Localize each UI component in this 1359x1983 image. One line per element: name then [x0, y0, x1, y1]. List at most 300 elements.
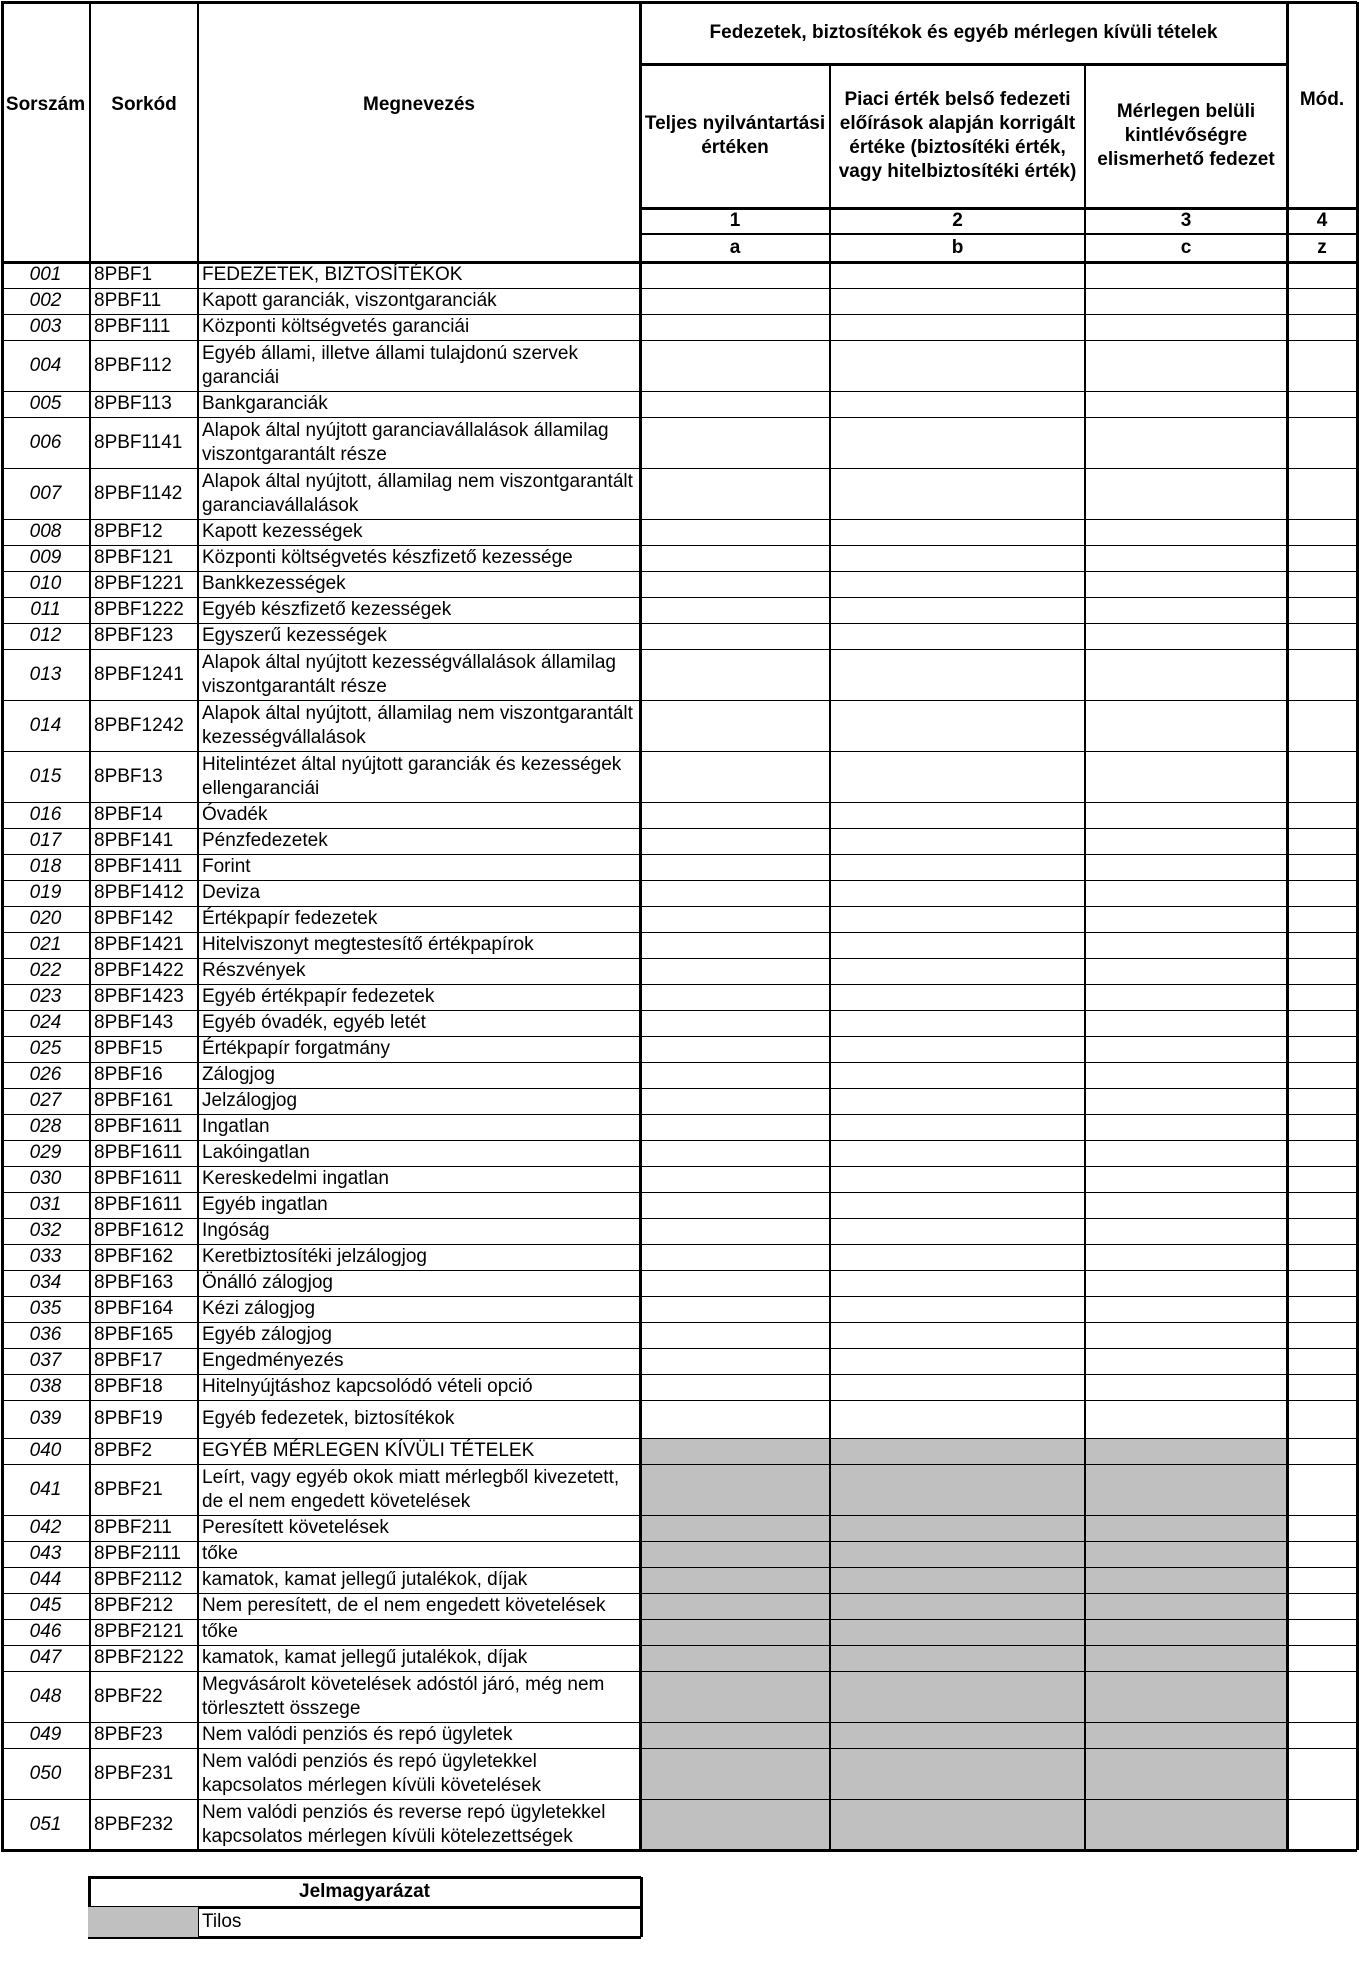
row-sorszam: 009 [29, 547, 62, 568]
row-sorkod: 8PBF21 [94, 1478, 163, 1500]
row-value-cell[interactable] [640, 519, 830, 545]
row-sorkod: 8PBF2112 [94, 1569, 183, 1590]
row-value-cell[interactable] [830, 1166, 1085, 1192]
row-sorszam: 008 [29, 521, 62, 542]
row-value-cell[interactable] [830, 932, 1085, 958]
row-sorszam: 039 [29, 1408, 62, 1429]
row-value-cell[interactable] [830, 1348, 1085, 1374]
grid-line [1084, 64, 1086, 1850]
row-value-cell[interactable] [830, 288, 1085, 314]
row-megnevezes: Ingóság [202, 1220, 270, 1241]
row-value-cell[interactable] [1085, 597, 1287, 623]
grid-line [1286, 2, 1289, 1850]
row-megnevezes: Alapok által nyújtott, államilag nem viszontgarantált garanciavállalások [202, 470, 633, 516]
grid-line [1, 1296, 1357, 1297]
row-value-cell[interactable] [830, 1192, 1085, 1218]
row-value-cell[interactable] [1085, 906, 1287, 932]
row-value-cell [1085, 1541, 1287, 1567]
row-value-cell[interactable] [640, 1192, 830, 1218]
row-value-cell[interactable] [1287, 880, 1357, 906]
row-megnevezes: Egyéb állami, illetve állami tulajdonú szervek garanciái [202, 342, 578, 388]
row-value-cell[interactable] [830, 571, 1085, 597]
row-megnevezes: tőke [202, 1543, 238, 1564]
row-value-cell[interactable] [1287, 1374, 1357, 1400]
row-value-cell[interactable] [830, 623, 1085, 649]
row-value-cell[interactable] [640, 1062, 830, 1088]
row-value-cell[interactable] [830, 802, 1085, 828]
grid-line [639, 2, 642, 1850]
row-value-cell[interactable] [1287, 1270, 1357, 1296]
row-sorkod: 8PBF1221 [94, 573, 184, 594]
row-value-cell[interactable] [640, 906, 830, 932]
row-megnevezes: Hitelviszonyt megtestesítő értékpapírok [202, 934, 534, 955]
row-sorkod: 8PBF162 [94, 1246, 174, 1267]
row-value-cell[interactable] [830, 854, 1085, 880]
row-value-cell[interactable] [1287, 623, 1357, 649]
row-value-cell[interactable] [640, 649, 830, 700]
row-value-cell[interactable] [830, 1322, 1085, 1348]
row-value-cell[interactable] [830, 545, 1085, 571]
row-value-cell[interactable] [1287, 984, 1357, 1010]
row-value-cell[interactable] [1085, 1244, 1287, 1270]
grid-line [1, 932, 1357, 933]
row-value-cell[interactable] [1085, 545, 1287, 571]
row-value-cell[interactable] [830, 828, 1085, 854]
row-value-cell[interactable] [1085, 1270, 1287, 1296]
row-value-cell[interactable] [1085, 1296, 1287, 1322]
row-value-cell[interactable] [1085, 314, 1287, 340]
row-value-cell[interactable] [830, 984, 1085, 1010]
row-sorkod: 8PBF163 [94, 1272, 174, 1293]
row-value-cell[interactable] [830, 1218, 1085, 1244]
row-megnevezes: Központi költségvetés készfizető kezessége [202, 547, 573, 568]
row-value-cell[interactable] [1287, 932, 1357, 958]
row-sorszam: 001 [29, 264, 62, 285]
row-sorkod: 8PBF161 [94, 1090, 174, 1111]
grid-line [1, 314, 1357, 315]
row-value-cell[interactable] [1287, 1192, 1357, 1218]
grid-line [640, 233, 1357, 235]
row-value-cell[interactable] [640, 1322, 830, 1348]
row-megnevezes: Egyéb óvadék, egyéb letét [202, 1012, 426, 1033]
row-value-cell[interactable] [640, 984, 830, 1010]
row-value-cell [1085, 1593, 1287, 1619]
row-value-cell[interactable] [640, 1166, 830, 1192]
row-value-cell[interactable] [1085, 854, 1287, 880]
row-value-cell [640, 1799, 830, 1850]
row-megnevezes: Nem valódi penziós és reverse repó ügyletekkel kapcsolatos mérlegen kívüli kötelezettségek [202, 1801, 606, 1847]
row-value-cell [830, 1541, 1085, 1567]
row-sorkod: 8PBF1242 [94, 714, 184, 736]
row-value-cell[interactable] [1287, 1244, 1357, 1270]
row-megnevezes: Zálogjog [202, 1064, 275, 1085]
row-value-cell[interactable] [1287, 1348, 1357, 1374]
row-value-cell[interactable] [1287, 468, 1357, 519]
row-sorkod: 8PBF143 [94, 1012, 174, 1033]
row-sorszam: 028 [29, 1116, 62, 1137]
grid-line [1, 1270, 1357, 1271]
row-sorkod: 8PBF1423 [94, 986, 184, 1007]
row-value-cell[interactable] [640, 314, 830, 340]
row-value-cell[interactable] [1085, 1166, 1287, 1192]
row-sorszam: 030 [29, 1168, 62, 1189]
grid-line [1, 984, 1357, 985]
row-value-cell[interactable] [640, 802, 830, 828]
row-value-cell[interactable] [1085, 1374, 1287, 1400]
row-sorkod: 8PBF1222 [94, 599, 184, 620]
row-value-cell[interactable] [1085, 1062, 1287, 1088]
row-value-cell [640, 1593, 830, 1619]
row-value-cell[interactable] [1085, 1192, 1287, 1218]
row-value-cell[interactable] [830, 1062, 1085, 1088]
row-megnevezes: kamatok, kamat jellegű jutalékok, díjak [202, 1569, 528, 1590]
row-value-cell[interactable] [1287, 649, 1357, 700]
grid-line [1, 1645, 1357, 1646]
row-value-cell[interactable] [1287, 417, 1357, 468]
row-value-cell[interactable] [1085, 519, 1287, 545]
row-value-cell[interactable] [640, 1400, 830, 1438]
row-value-cell[interactable] [830, 597, 1085, 623]
row-value-cell[interactable] [640, 1244, 830, 1270]
row-value-cell[interactable] [640, 751, 830, 802]
row-value-cell[interactable] [640, 340, 830, 391]
row-value-cell[interactable] [1085, 1140, 1287, 1166]
row-value-cell[interactable] [1287, 1400, 1357, 1438]
row-value-cell[interactable] [640, 623, 830, 649]
row-value-cell[interactable] [830, 1088, 1085, 1114]
row-value-cell[interactable] [1085, 802, 1287, 828]
grid-line [1, 1515, 1357, 1516]
row-value-cell[interactable] [640, 700, 830, 751]
row-value-cell[interactable] [640, 545, 830, 571]
row-value-cell[interactable] [1085, 288, 1287, 314]
row-value-cell[interactable] [1287, 1140, 1357, 1166]
row-megnevezes: Kereskedelmi ingatlan [202, 1168, 389, 1189]
row-value-cell[interactable] [1287, 1322, 1357, 1348]
grid-line [1, 1114, 1357, 1115]
grid-line [1, 1218, 1357, 1219]
row-value-cell[interactable] [830, 906, 1085, 932]
row-value-cell[interactable] [1085, 880, 1287, 906]
row-value-cell [1085, 1567, 1287, 1593]
row-value-cell [1085, 1722, 1287, 1748]
row-sorkod: 8PBF1611 [94, 1194, 183, 1215]
row-value-cell[interactable] [830, 958, 1085, 984]
row-value-cell[interactable] [1287, 597, 1357, 623]
row-value-cell[interactable] [1085, 262, 1287, 288]
row-sorkod: 8PBF17 [94, 1350, 163, 1371]
row-sorszam: 006 [29, 431, 62, 453]
grid-line [1, 1036, 1357, 1037]
row-value-cell[interactable] [1287, 1088, 1357, 1114]
row-value-cell[interactable] [1287, 340, 1357, 391]
row-value-cell[interactable] [1085, 700, 1287, 751]
row-value-cell [640, 1438, 830, 1464]
row-value-cell[interactable] [1085, 1348, 1287, 1374]
grid-line [1, 1062, 1357, 1063]
row-value-cell[interactable] [830, 751, 1085, 802]
grid-line [1, 1374, 1357, 1375]
row-sorszam: 041 [29, 1478, 62, 1500]
row-value-cell[interactable] [1085, 984, 1287, 1010]
row-value-cell[interactable] [1287, 391, 1357, 417]
row-value-cell [1287, 1619, 1357, 1645]
row-value-cell[interactable] [640, 1218, 830, 1244]
row-megnevezes: Megvásárolt követelések adóstól járó, még nem törlesztett összege [202, 1673, 605, 1719]
row-value-cell[interactable] [640, 1114, 830, 1140]
row-value-cell[interactable] [1287, 571, 1357, 597]
row-sorszam: 002 [29, 290, 62, 311]
row-value-cell[interactable] [830, 1036, 1085, 1062]
row-sorkod: 8PBF1611 [94, 1168, 183, 1189]
row-sorszam: 014 [29, 714, 62, 736]
row-sorszam: 005 [29, 393, 62, 414]
row-value-cell[interactable] [830, 468, 1085, 519]
row-value-cell[interactable] [1085, 932, 1287, 958]
row-value-cell [1287, 1671, 1357, 1722]
row-value-cell[interactable] [640, 932, 830, 958]
row-sorkod: 8PBF2122 [94, 1647, 184, 1668]
header-col3: Mérlegen belüli kintlévőségre elismerhető fedezet [1097, 101, 1275, 170]
row-sorszam: 034 [29, 1272, 62, 1293]
row-value-cell[interactable] [1287, 545, 1357, 571]
row-value-cell[interactable] [830, 1010, 1085, 1036]
row-sorszam: 024 [29, 1012, 62, 1033]
row-sorkod: 8PBF12 [94, 521, 163, 542]
col-number-2: 2 [952, 210, 963, 231]
row-value-cell[interactable] [640, 1140, 830, 1166]
grid-line [1, 802, 1357, 803]
row-megnevezes: tőke [202, 1621, 238, 1642]
row-sorkod: 8PBF1412 [94, 882, 184, 903]
row-value-cell[interactable] [830, 700, 1085, 751]
row-value-cell[interactable] [1085, 828, 1287, 854]
row-value-cell[interactable] [1085, 1218, 1287, 1244]
row-value-cell[interactable] [1085, 468, 1287, 519]
row-megnevezes: Egyéb készfizető kezességek [202, 599, 452, 620]
row-value-cell[interactable] [1085, 1036, 1287, 1062]
row-value-cell[interactable] [1287, 1036, 1357, 1062]
row-sorszam: 048 [29, 1685, 62, 1707]
row-value-cell[interactable] [640, 1374, 830, 1400]
row-megnevezes: Kapott kezességek [202, 521, 363, 542]
row-value-cell[interactable] [640, 1270, 830, 1296]
row-value-cell[interactable] [830, 262, 1085, 288]
row-value-cell[interactable] [1085, 1010, 1287, 1036]
row-value-cell[interactable] [1287, 751, 1357, 802]
row-value-cell[interactable] [640, 854, 830, 880]
row-value-cell[interactable] [640, 288, 830, 314]
row-value-cell [830, 1645, 1085, 1671]
row-megnevezes: Önálló zálogjog [202, 1272, 333, 1293]
row-sorszam: 033 [29, 1246, 62, 1267]
grid-line [640, 207, 1357, 210]
row-sorszam: 026 [29, 1064, 62, 1085]
row-value-cell[interactable] [1085, 1088, 1287, 1114]
row-value-cell[interactable] [830, 1270, 1085, 1296]
grid-line [1, 828, 1357, 829]
row-value-cell[interactable] [1287, 906, 1357, 932]
row-sorszam: 004 [29, 354, 62, 376]
grid-line [1, 1400, 1357, 1401]
row-sorszam: 025 [29, 1038, 62, 1059]
row-megnevezes: Értékpapír fedezetek [202, 908, 378, 929]
row-value-cell [1085, 1645, 1287, 1671]
row-megnevezes: Egyéb ingatlan [202, 1194, 328, 1215]
row-sorkod: 8PBF1611 [94, 1142, 183, 1163]
row-value-cell[interactable] [1085, 391, 1287, 417]
row-megnevezes: Alapok által nyújtott garanciavállalások államilag viszontgarantált része [202, 419, 609, 465]
row-sorkod: 8PBF2111 [94, 1543, 181, 1564]
row-value-cell[interactable] [640, 1348, 830, 1374]
row-sorkod: 8PBF19 [94, 1408, 163, 1429]
row-value-cell [830, 1619, 1085, 1645]
row-value-cell [830, 1438, 1085, 1464]
row-megnevezes: FEDEZETEK, BIZTOSÍTÉKOK [202, 264, 463, 285]
row-value-cell[interactable] [640, 880, 830, 906]
row-value-cell[interactable] [1085, 623, 1287, 649]
grid-line [1, 1722, 1357, 1723]
row-value-cell[interactable] [1287, 958, 1357, 984]
row-value-cell[interactable] [1287, 1062, 1357, 1088]
row-value-cell[interactable] [1287, 288, 1357, 314]
group-header: Fedezetek, biztosítékok és egyéb mérlegen kívüli tételek [709, 22, 1218, 43]
row-megnevezes: Forint [202, 856, 251, 877]
row-sorkod: 8PBF11 [94, 290, 162, 311]
grid-line [1, 854, 1357, 855]
grid-line [1, 1010, 1357, 1011]
row-value-cell[interactable] [640, 1088, 830, 1114]
row-value-cell[interactable] [830, 340, 1085, 391]
row-sorszam: 049 [29, 1724, 62, 1745]
row-value-cell[interactable] [1085, 571, 1287, 597]
row-value-cell[interactable] [830, 391, 1085, 417]
grid-line [1, 2, 4, 1850]
row-megnevezes: Nem valódi penziós és repó ügyletekkel kapcsolatos mérlegen kívüli követelések [202, 1750, 542, 1796]
row-value-cell[interactable] [640, 1296, 830, 1322]
grid-line [89, 2, 91, 1850]
row-sorszam: 015 [29, 765, 62, 787]
row-value-cell[interactable] [1287, 828, 1357, 854]
row-value-cell[interactable] [830, 417, 1085, 468]
row-value-cell[interactable] [640, 262, 830, 288]
grid-line [1, 1619, 1357, 1620]
row-value-cell[interactable] [830, 880, 1085, 906]
row-value-cell[interactable] [830, 314, 1085, 340]
row-value-cell[interactable] [1287, 519, 1357, 545]
row-sorkod: 8PBF1 [94, 264, 153, 285]
row-value-cell[interactable] [640, 417, 830, 468]
row-value-cell [640, 1748, 830, 1799]
grid-line [1, 1088, 1357, 1089]
row-value-cell[interactable] [1085, 1114, 1287, 1140]
row-value-cell[interactable] [1085, 1400, 1287, 1438]
row-sorszam: 019 [29, 882, 62, 903]
row-sorszam: 032 [29, 1220, 62, 1241]
row-megnevezes: EGYÉB MÉRLEGEN KÍVÜLI TÉTELEK [202, 1440, 535, 1461]
row-sorszam: 012 [29, 625, 62, 646]
row-value-cell[interactable] [1287, 314, 1357, 340]
row-value-cell[interactable] [830, 1114, 1085, 1140]
row-sorszam: 043 [29, 1543, 62, 1564]
row-megnevezes: Keretbiztosítéki jelzálogjog [202, 1246, 427, 1267]
row-value-cell[interactable] [830, 1244, 1085, 1270]
row-sorkod: 8PBF1611 [94, 1116, 183, 1137]
col-letter-a: a [729, 237, 741, 258]
grid-line [1, 1348, 1357, 1349]
row-value-cell[interactable] [1287, 1114, 1357, 1140]
row-value-cell [640, 1722, 830, 1748]
row-value-cell[interactable] [830, 1400, 1085, 1438]
row-value-cell [1287, 1515, 1357, 1541]
row-value-cell[interactable] [1085, 417, 1287, 468]
row-value-cell[interactable] [1085, 958, 1287, 984]
row-megnevezes: Peresített követelések [202, 1517, 389, 1538]
row-value-cell[interactable] [1085, 751, 1287, 802]
grid-line [640, 63, 1287, 66]
row-sorszam: 031 [29, 1194, 62, 1215]
row-value-cell[interactable] [1287, 700, 1357, 751]
row-value-cell[interactable] [830, 1296, 1085, 1322]
row-value-cell[interactable] [640, 828, 830, 854]
grid-line [1, 417, 1357, 418]
row-value-cell [1085, 1748, 1287, 1799]
row-value-cell[interactable] [640, 958, 830, 984]
row-value-cell[interactable] [640, 468, 830, 519]
row-value-cell [640, 1671, 830, 1722]
row-value-cell[interactable] [1085, 649, 1287, 700]
row-value-cell[interactable] [640, 1036, 830, 1062]
row-value-cell[interactable] [830, 649, 1085, 700]
col-number-4: 4 [1316, 210, 1328, 231]
row-value-cell[interactable] [1287, 262, 1357, 288]
row-value-cell[interactable] [1287, 1218, 1357, 1244]
row-value-cell [1287, 1567, 1357, 1593]
row-value-cell[interactable] [1287, 854, 1357, 880]
row-value-cell[interactable] [640, 1010, 830, 1036]
row-value-cell[interactable] [1085, 340, 1287, 391]
row-value-cell[interactable] [1287, 802, 1357, 828]
row-value-cell[interactable] [640, 597, 830, 623]
row-megnevezes: Nem valódi penziós és repó ügyletek [202, 1724, 513, 1745]
legend-title: Jelmagyarázat [299, 1881, 430, 1902]
grid-line [1, 906, 1357, 907]
row-value-cell[interactable] [640, 571, 830, 597]
row-sorkod: 8PBF1411 [94, 856, 183, 877]
legend-swatch [88, 1907, 198, 1937]
row-sorszam: 051 [29, 1813, 62, 1835]
row-value-cell [1287, 1722, 1357, 1748]
row-value-cell[interactable] [830, 1140, 1085, 1166]
grid-line [1, 571, 1357, 572]
row-value-cell[interactable] [1287, 1010, 1357, 1036]
row-sorszam: 011 [30, 599, 61, 620]
row-value-cell[interactable] [830, 519, 1085, 545]
row-sorkod: 8PBF211 [94, 1517, 172, 1538]
row-value-cell[interactable] [1085, 1322, 1287, 1348]
row-megnevezes: Engedményezés [202, 1350, 344, 1371]
row-value-cell [830, 1748, 1085, 1799]
row-value-cell[interactable] [1287, 1296, 1357, 1322]
grid-line [1, 597, 1357, 598]
row-value-cell [1085, 1671, 1287, 1722]
row-megnevezes: Alapok által nyújtott, államilag nem viszontgarantált kezességvállalások [202, 702, 633, 748]
header-megnevezes: Megnevezés [363, 94, 475, 115]
row-value-cell[interactable] [640, 391, 830, 417]
row-value-cell[interactable] [830, 1374, 1085, 1400]
row-value-cell[interactable] [1287, 1166, 1357, 1192]
row-sorszam: 022 [29, 960, 62, 981]
